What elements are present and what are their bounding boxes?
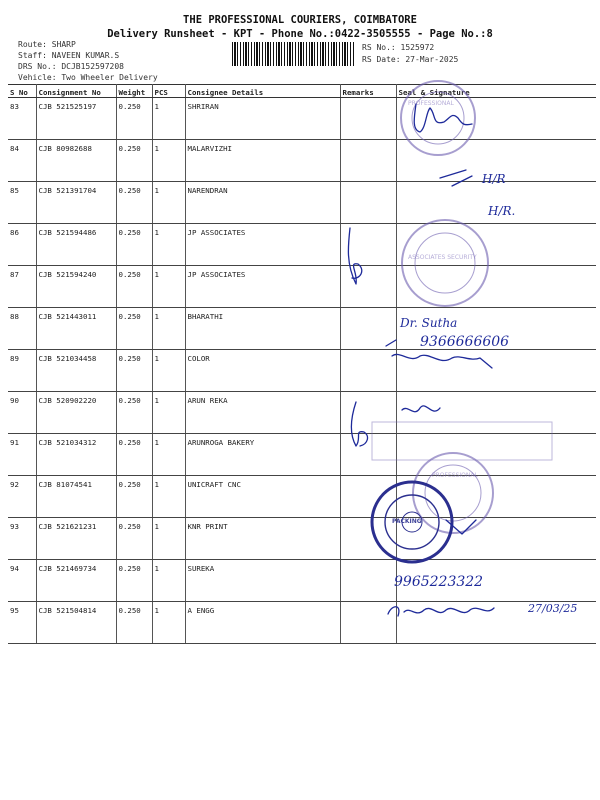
cell-consignee: NARENDRAN: [185, 182, 340, 224]
table-row: [8, 476, 596, 518]
runsheet-table: [8, 84, 596, 644]
cell-remarks: [340, 266, 396, 308]
staff-label: Staff: NAVEEN KUMAR.S: [18, 51, 120, 60]
cell-consignee: ARUNROGA BAKERY: [185, 434, 340, 476]
cell-pcs: 1: [152, 140, 185, 182]
cell-consignee: MALARVIZHI: [185, 140, 340, 182]
cell-remarks: [340, 434, 396, 476]
cell-consignee: SUREKA: [185, 560, 340, 602]
cell-sno: 90: [8, 392, 36, 434]
cell-sno: 89: [8, 350, 36, 392]
cell-sno: 88: [8, 308, 36, 350]
cell-consignment: CJB 521034458: [36, 350, 116, 392]
stamp-text: PACKING: [392, 518, 422, 525]
cell-consignment: CJB 521525197: [36, 98, 116, 140]
table-row: [8, 140, 596, 182]
vehicle-label: Vehicle: Two Wheeler Delivery: [18, 73, 158, 82]
table-row: [8, 266, 596, 308]
route-label: Route: SHARP: [18, 40, 76, 49]
cell-seal-signature: [396, 518, 596, 560]
cell-consignment: CJB 521621231: [36, 518, 116, 560]
table-row: [8, 350, 596, 392]
barcode: [232, 42, 354, 66]
cell-consignee: COLOR: [185, 350, 340, 392]
cell-sno: 91: [8, 434, 36, 476]
table-row: [8, 560, 596, 602]
cell-consignee: JP ASSOCIATES: [185, 266, 340, 308]
column-header-remarks: Remarks: [340, 85, 396, 98]
cell-consignment: CJB 81074541: [36, 476, 116, 518]
cell-pcs: 1: [152, 98, 185, 140]
cell-weight: 0.250: [116, 266, 152, 308]
cell-sno: 86: [8, 224, 36, 266]
cell-weight: 0.250: [116, 392, 152, 434]
cell-remarks: [340, 392, 396, 434]
cell-weight: 0.250: [116, 434, 152, 476]
cell-sno: 93: [8, 518, 36, 560]
cell-weight: 0.250: [116, 308, 152, 350]
handwritten-hr: H/R: [482, 172, 506, 186]
cell-pcs: 1: [152, 518, 185, 560]
cell-weight: 0.250: [116, 560, 152, 602]
cell-sno: 85: [8, 182, 36, 224]
table-header-row: [8, 85, 596, 98]
cell-consignment: CJB 521594240: [36, 266, 116, 308]
cell-remarks: [340, 308, 396, 350]
cell-weight: 0.250: [116, 476, 152, 518]
stamp-text: PROFESSIONAL: [408, 100, 454, 107]
cell-consignment: CJB 521443011: [36, 308, 116, 350]
column-header-consignee: Consignee Details: [185, 85, 340, 98]
table-row: [8, 224, 596, 266]
cell-remarks: [340, 224, 396, 266]
rs-number: RS No.: 1525972: [362, 43, 435, 52]
cell-pcs: 1: [152, 434, 185, 476]
cell-weight: 0.250: [116, 518, 152, 560]
stamp-text: ASSOCIATES SECURITY: [408, 254, 477, 261]
cell-consignment: CJB 521469734: [36, 560, 116, 602]
cell-consignee: KNR PRINT: [185, 518, 340, 560]
handwritten-phone: 9366666606: [420, 334, 510, 350]
cell-remarks: [340, 560, 396, 602]
handwritten-date: 27/03/25: [528, 602, 578, 615]
cell-consignee: SHRIRAN: [185, 98, 340, 140]
cell-consignment: CJB 521594486: [36, 224, 116, 266]
drs-label: DRS No.: DCJB152597208: [18, 62, 124, 71]
cell-pcs: 1: [152, 602, 185, 644]
cell-consignee: A ENGG: [185, 602, 340, 644]
cell-weight: 0.250: [116, 224, 152, 266]
cell-seal-signature: [396, 266, 596, 308]
cell-pcs: 1: [152, 392, 185, 434]
cell-remarks: [340, 350, 396, 392]
cell-consignee: JP ASSOCIATES: [185, 224, 340, 266]
cell-weight: 0.250: [116, 140, 152, 182]
cell-pcs: 1: [152, 308, 185, 350]
cell-consignment: CJB 521034312: [36, 434, 116, 476]
stamp-text: PROFESSIONAL: [432, 472, 478, 479]
handwritten-hr: H/R.: [488, 204, 516, 218]
cell-remarks: [340, 476, 396, 518]
cell-remarks: [340, 602, 396, 644]
table-row: [8, 434, 596, 476]
cell-consignment: CJB 521504814: [36, 602, 116, 644]
cell-sno: 84: [8, 140, 36, 182]
table-row: [8, 518, 596, 560]
table-row: [8, 392, 596, 434]
runsheet-subtitle: Delivery Runsheet - KPT - Phone No.:0422-3505555 - Page No.:8: [107, 28, 493, 40]
cell-consignment: CJB 521391704: [36, 182, 116, 224]
cell-seal-signature: [396, 476, 596, 518]
column-header-seal-signature: Seal & Signature: [396, 85, 596, 98]
handwritten-phone: 9965223322: [394, 574, 484, 590]
cell-sno: 87: [8, 266, 36, 308]
cell-pcs: 1: [152, 266, 185, 308]
rs-date: RS Date: 27-Mar-2025: [362, 55, 459, 64]
cell-pcs: 1: [152, 560, 185, 602]
column-header-weight: Weight: [116, 85, 152, 98]
cell-pcs: 1: [152, 182, 185, 224]
cell-remarks: [340, 140, 396, 182]
cell-consignment: CJB 520902220: [36, 392, 116, 434]
handwritten-name: Dr. Sutha: [400, 316, 458, 330]
cell-weight: 0.250: [116, 602, 152, 644]
cell-sno: 94: [8, 560, 36, 602]
cell-sno: 83: [8, 98, 36, 140]
cell-consignee: UNICRAFT CNC: [185, 476, 340, 518]
column-header-consignment: Consignment No: [36, 85, 116, 98]
cell-weight: 0.250: [116, 350, 152, 392]
table-row: [8, 602, 596, 644]
cell-pcs: 1: [152, 224, 185, 266]
cell-sno: 92: [8, 476, 36, 518]
cell-consignee: BHARATHI: [185, 308, 340, 350]
column-header-sno: S No: [8, 85, 36, 98]
cell-remarks: [340, 182, 396, 224]
cell-seal-signature: [396, 434, 596, 476]
cell-remarks: [340, 98, 396, 140]
cell-pcs: 1: [152, 476, 185, 518]
cell-pcs: 1: [152, 350, 185, 392]
cell-sno: 95: [8, 602, 36, 644]
column-header-pcs: PCS: [152, 85, 185, 98]
table-row: [8, 98, 596, 140]
cell-seal-signature: [396, 392, 596, 434]
cell-consignment: CJB 80982688: [36, 140, 116, 182]
cell-weight: 0.250: [116, 182, 152, 224]
cell-weight: 0.250: [116, 98, 152, 140]
company-title: THE PROFESSIONAL COURIERS, COIMBATORE: [183, 14, 417, 26]
cell-remarks: [340, 518, 396, 560]
cell-consignee: ARUN REKA: [185, 392, 340, 434]
cell-seal-signature: [396, 350, 596, 392]
